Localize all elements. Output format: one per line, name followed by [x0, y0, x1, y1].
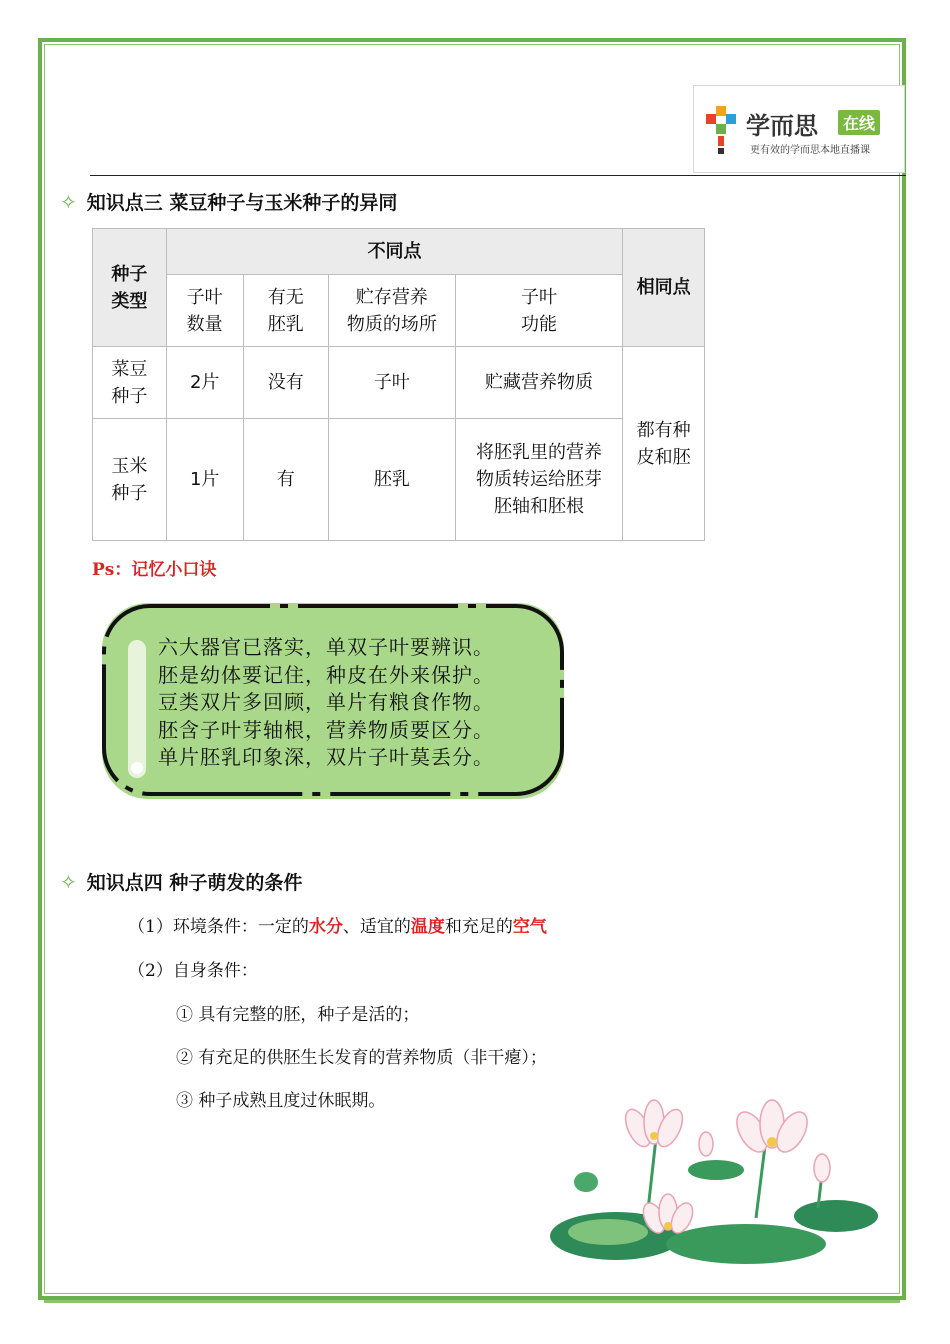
rhyme-text: [158, 634, 494, 772]
sparkle-icon: ✧: [60, 869, 77, 894]
table-cell: 2片: [166, 347, 243, 419]
table-cell: 没有: [243, 347, 329, 419]
self-condition-item: ③ 种子成熟且度过休眠期。: [176, 1091, 386, 1111]
self-condition-label: （2）自身条件：: [128, 961, 258, 981]
header-rule: [90, 175, 906, 176]
self-condition-item: ② 有充足的供胚生长发育的营养物质（非干瘪）；: [176, 1048, 547, 1068]
header-similarities: 相同点: [623, 229, 705, 347]
subheader-cotyledon-count: 子叶 数量: [166, 275, 243, 347]
section-4-title-text: 知识点四 种子萌发的条件: [86, 872, 303, 894]
logo-badge: 在线: [838, 110, 880, 135]
logo-mark-icon: [706, 106, 736, 156]
lotus-illustration: [546, 1098, 886, 1266]
table-cell: 胚乳: [329, 419, 456, 541]
rhyme-line: 胚含子叶芽轴根，营养物质要区分。: [158, 717, 494, 742]
comparison-table: [92, 228, 705, 541]
page-frame-bottom: [44, 1300, 900, 1303]
table-cell: 有: [243, 419, 329, 541]
brand-logo: [693, 85, 905, 173]
table-cell: 将胚乳里的营养 物质转运给胚芽 胚轴和胚根: [455, 419, 623, 541]
keyword-air: 空气: [512, 917, 547, 937]
section-4-title: [60, 868, 302, 895]
table-cell: 子叶: [329, 347, 456, 419]
row-type: 玉米 种子: [93, 419, 167, 541]
ps-note: Ps：记忆小口诀: [92, 560, 217, 580]
subheader-storage-site: 贮存营养 物质的场所: [329, 275, 456, 347]
keyword-temperature: 温度: [410, 917, 445, 937]
keyword-water: 水分: [308, 917, 343, 937]
table-cell: 贮藏营养物质: [455, 347, 623, 419]
table-cell: 1片: [166, 419, 243, 541]
logo-brand-text: 学而思: [746, 112, 818, 140]
rhyme-line: 胚是幼体要记住，种皮在外来保护。: [158, 662, 494, 687]
subheader-cotyledon-function: 子叶 功能: [455, 275, 623, 347]
rhyme-line: 单片胚乳印象深，双片子叶莫丢分。: [158, 745, 494, 769]
header-seed-type: 种子 类型: [93, 229, 167, 347]
sparkle-icon: ✧: [60, 189, 77, 214]
section-3-title: [60, 188, 397, 215]
rhyme-line: 豆类双片多回顾，单片有粮食作物。: [158, 690, 494, 714]
table-row: [93, 347, 705, 419]
self-condition-item: ① 具有完整的胚，种子是活的；: [176, 1005, 420, 1025]
table-row: [93, 419, 705, 541]
similarity-cell: 都有种 皮和胚: [623, 347, 705, 541]
rhyme-card-bar: [128, 640, 146, 778]
header-differences: 不同点: [166, 229, 623, 275]
logo-slogan: 更有效的学而思本地直播课: [750, 145, 870, 156]
subheader-endosperm: 有无 胚乳: [243, 275, 329, 347]
row-type: 菜豆 种子: [93, 347, 167, 419]
section-3-title-text: 知识点三 菜豆种子与玉米种子的异同: [86, 192, 398, 214]
rhyme-line: 六大器官已落实，单双子叶要辨识。: [158, 635, 494, 659]
environment-condition: （1）环境条件：一定的水分、适宜的温度和充足的空气: [128, 917, 547, 937]
